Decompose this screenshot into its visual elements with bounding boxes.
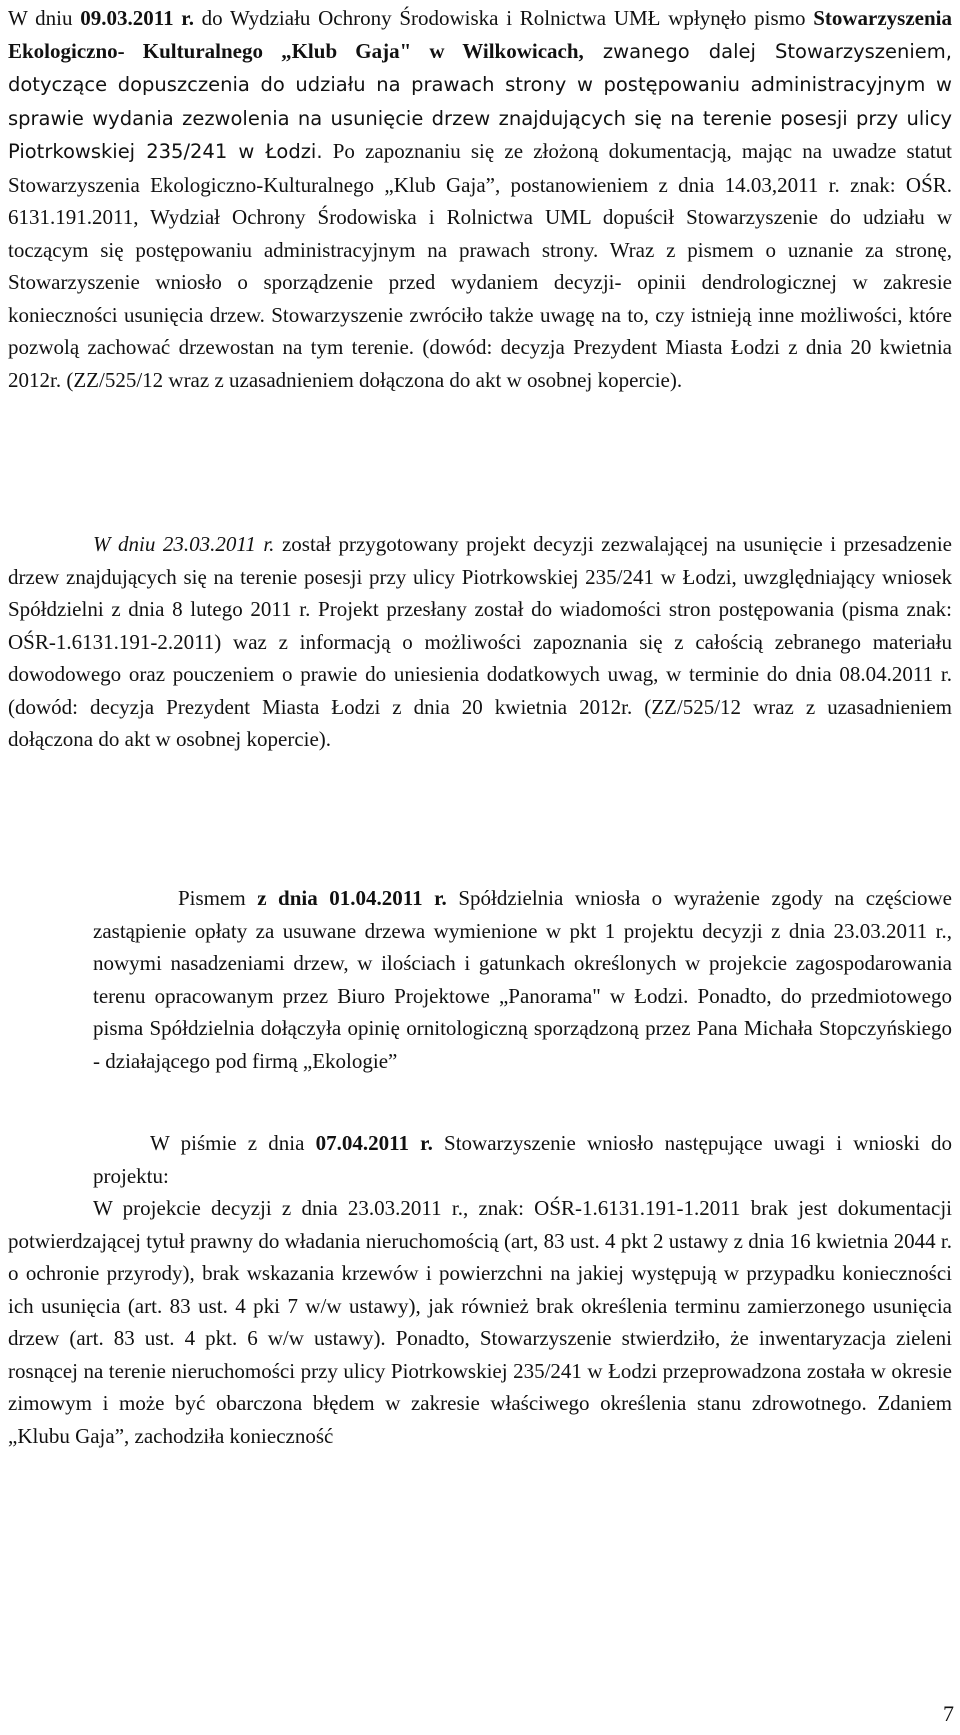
p1-sans-text: zwanego dalej Stowarzyszeniem, dotyczące dopuszczenia do udziału na prawach strony w postępowaniu administracyjnym w sprawie wydania zezwolenia na usunięcie drzew znajdujących się na terenie posesji przy ulicy Piotrkowskiej 235/241 w Łodzi. — [8, 39, 952, 163]
p4-prefix: W piśmie z dnia — [150, 1131, 316, 1155]
paragraph-2 — [8, 528, 952, 756]
paragraph-1 — [8, 2, 952, 396]
p3-text: Spółdzielnia wniosła o wyrażenie zgody na częściowe zastąpienie opłaty za usuwane drzewa wymienione w pkt 1 projektu decyzji z dnia 23.03.2011 r., nowymi nasadzeniami drzew, w ilościach i gatunkach określonych w projekcie zagospodarowania terenu opracowanym przez Biuro Projektowe „Panorama" w Łodzi. Ponadto, do przedmiotowego pisma Spółdzielnia dołączyła opinię ornitologiczną sporządzoną przez Pana Michała Stopczyńskiego - działającego pod firmą „Ekologie” — [93, 886, 952, 1073]
p4-text: Stowarzyszenie wniosło następujące uwagi i wnioski do projektu: — [93, 1131, 953, 1188]
p1-date: 09.03.2011 r. — [80, 6, 194, 30]
paragraph-5 — [8, 1192, 952, 1452]
p1-association-name: Stowarzyszenia Ekologiczno- Kulturalnego „Klub Gaja" w Wilkowicach, — [8, 6, 952, 63]
p3-prefix: Pismem — [178, 886, 258, 910]
p1-text: do Wydziału Ochrony Środowiska i Rolnictwa UMŁ wpłynęło pismo — [193, 6, 814, 30]
p5-text: W projekcie decyzji z dnia 23.03.2011 r., znak: OŚR-1.6131.191-1.2011 brak jest dokumentacji potwierdzającej tytuł prawny do władania nieruchomością (art, 83 ust. 4 pkt 2 ustawy z dnia 16 kwietnia 2044 r. o ochronie przyrody), brak wskazania krzewów i powierzchni na jakiej występują w przypadku konieczności ich usunięcia (art. 83 ust. 4 pki 7 w/w ustawy), jak również brak określenia terminu zamierzonego usunięcia drzew (art. 83 ust. 4 pkt. 6 w/w ustawy). Ponadto, Stowarzyszenie stwierdziło, że inwentaryzacja zieleni rosnącej na terenie nieruchomości przy ulicy Piotrkowskiej 235/241 w Łodzi przeprowadzona została w okresie zimowym i może być obarczona błędem w zakresie właściwego określenia stanu zdrowotnego. Zdaniem „Klubu Gaja”, zachodziła konieczność — [8, 1196, 952, 1448]
p1-date-prefix: W dniu — [8, 6, 81, 30]
page-number: 7 — [943, 1701, 954, 1726]
p2-date: W dniu 23.03.2011 r. — [93, 532, 275, 556]
p4-date: 07.04.2011 r. — [315, 1131, 433, 1155]
p1-continuation: Po zapoznaniu się ze złożoną dokumentacją, mając na uwadze statut Stowarzyszenia Ekologiczno-Kulturalnego „Klub Gaja”, postanowieniem z dnia 14.03,2011 r. znak: OŚR. 6131.191.2011, Wydział Ochrony Środowiska i Rolnictwa UML dopuścił Stowarzyszenie do udziału w toczącym się postępowaniu administracyjnym na prawach strony. Wraz z pismem o uznanie za stronę, Stowarzyszenie wniosło o sporządzenie przed wydaniem decyzji- opinii dendrologicznej w zakresie konieczności usunięcia drzew. Stowarzyszenie zwróciło także uwagę na to, czy istnieją inne możliwości, które pozwolą zachować drzewostan na tym terenie. (dowód: decyzja Prezydent Miasta Łodzi z dnia 20 kwietnia 2012r. (ZZ/525/12 wraz z uzasadnieniem dołączona do akt w osobnej kopercie). — [8, 139, 952, 392]
p3-date: z dnia 01.04.2011 r. — [257, 886, 447, 910]
paragraph-3 — [93, 882, 952, 1077]
paragraph-4 — [93, 1127, 952, 1192]
p2-text: został przygotowany projekt decyzji zezwalającej na usunięcie i przesadzenie drzew znajdujących się na terenie posesji przy ulicy Piotrkowskiej 235/241 w Łodzi, uwzględniający wniosek Spółdzielni z dnia 8 lutego 2011 r. Projekt przesłany został do wiadomości stron postępowania (pisma znak: OŚR-1.6131.191-2.2011) waz z informacją o możliwości zapoznania się z całością zebranego materiału dowodowego oraz pouczeniem o prawie do uniesienia dodatkowych uwag, w terminie do dnia 08.04.2011 r. (dowód: decyzja Prezydent Miasta Łodzi z dnia 20 kwietnia 2012r. (ZZ/525/12 wraz z uzasadnieniem dołączona do akt w osobnej kopercie). — [8, 532, 952, 751]
